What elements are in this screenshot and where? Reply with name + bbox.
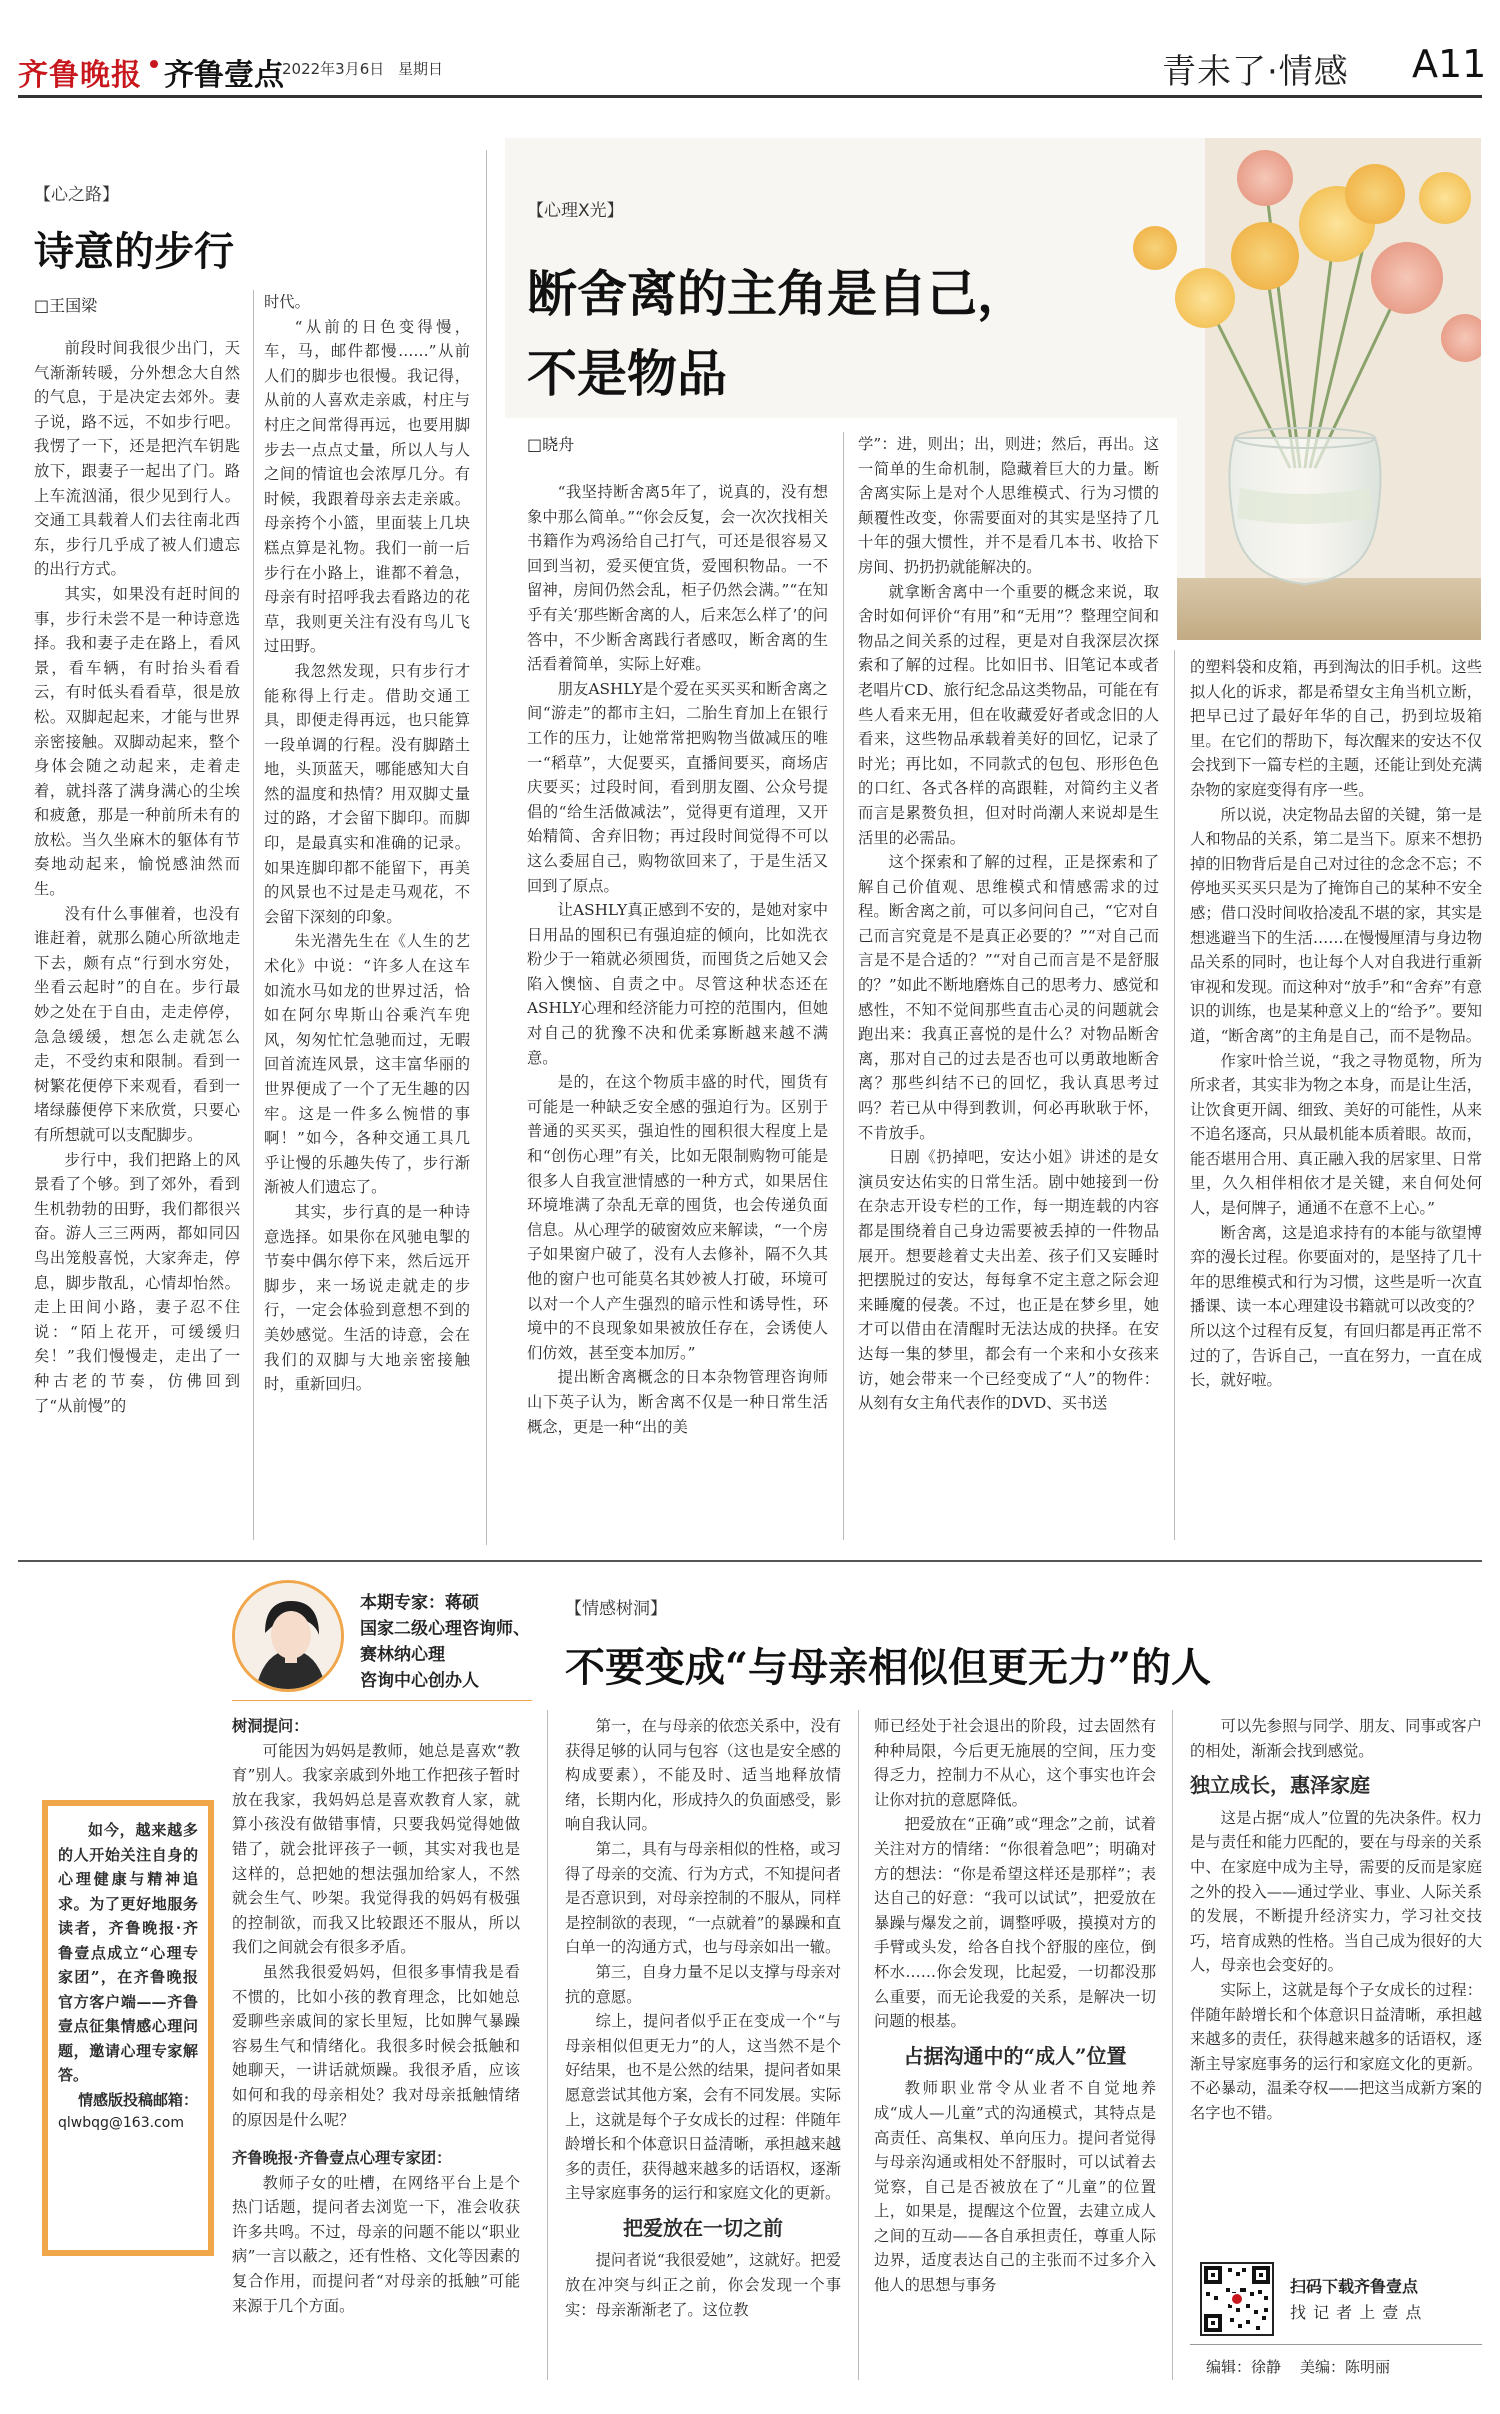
feature-title-line2: 不是物品 — [527, 344, 727, 403]
expert-title: 国家二级心理咨询师、赛林纳心理 — [360, 1619, 530, 1665]
brand-dot — [150, 60, 158, 68]
paragraph: 步行中，我们把路上的风景看了个够。到了郊外，看到生机勃勃的田野，我们都很兴奋。游人三三两两，都如同囚鸟出笼般喜悦，大家奔走，停息，脚步散乱，心情却怡然。走上田间小路，妻子忍不住说：“陌上花开，可缓缓归矣！”我们慢慢走，走出了一种古老的节奏，仿佛回到了“从前慢”的 — [34, 1150, 240, 1415]
paragraph: 第一，在与母亲的依恋关系中，没有获得足够的认同与包容（这也是安全感的构成要素），不能及时、适当地释放情绪，长期内化，形成持久的负面感受，影响自我认同。 — [565, 1717, 841, 1834]
paragraph: 没有什么事催着，也没有谁赶着，就那么随心所欲地走下去，颇有点“行到水穷处，坐看云起时”的自在。步行最妙之处在于自由，走走停停，急急缓缓，想怎么走就怎么走，不受约束和限制。看到一树繁花便停下来观看，看到一堵绿藤便停下来欣赏，只要心有所想就可以支配脚步。 — [34, 904, 240, 1144]
expert-avatar — [232, 1580, 344, 1692]
qr-code[interactable] — [1200, 2262, 1274, 2336]
paragraph: 这个探索和了解的过程，正是探索和了解自己价值观、思维模式和情感需求的过程。断舍离之前，可以多问问自己，“它对自己而言究竟是不是真正必要的？”“对自己而言是不是合适的？”“对自己而言是不是舒服的？”如此不断地磨炼自己的思考力、感觉和感性，不知不觉间那些直击心灵的问题就会跑出来：我真正喜悦的是什么？对物品断舍离，那对自己的过去是否也可以勇敢地断舍离？那些纠结不已的回忆，我认真思考过吗？若已从中得到教训，何必再耿耿于怀，不肯放手。 — [858, 853, 1159, 1142]
masthead-rule — [18, 95, 1482, 98]
notice-text: 如今，越来越多的人开始关注自身的心理健康与精神追求。为了更好地服务读者，齐鲁晚报·齐鲁壹点成立“心理专家团”，在齐鲁晚报官方客户端——齐鲁壹点征集情感心理问题，邀请心理专家解答。 — [58, 1821, 198, 2084]
feature-title-line1: 断舍离的主角是自己， — [527, 264, 1027, 323]
column-divider — [858, 1710, 859, 2380]
paragraph: 提问者说“我很爱她”，这就好。把爱放在冲突与纠正之前，你会发现一个事实：母亲渐渐老了。这位教 — [565, 2251, 841, 2319]
feature-title-block — [505, 186, 1027, 446]
expert-rule — [232, 1700, 532, 1701]
brand-logo: 齐鲁晚报 — [18, 58, 142, 93]
paragraph: “从前的日色变得慢，车，马，邮件都慢……”从前人们的脚步也很慢。我记得，从前的人喜欢走亲戚，村庄与村庄之间常得再远，也要用脚步去一点点丈量，所以人与人之间的情谊也会浓厚几分。有时候，我跟着母亲去走亲戚。母亲挎个小篮，里面装上几块糕点算是礼物。我们一前一后步行在小路上，谁都不着急，母亲有时招呼我去看路边的花草，我则更关注有没有鸟儿飞过田野。 — [264, 317, 470, 656]
page-number: A11 — [1412, 42, 1487, 86]
issue-weekday: 星期日 — [398, 60, 444, 78]
column-divider — [1174, 650, 1175, 1540]
qr-caption-line2: 找 记 者 上 壹 点 — [1290, 2303, 1423, 2322]
qr-caption — [1290, 2274, 1422, 2326]
paragraph: 断舍离，这是追求持有的本能与欲望博弈的漫长过程。你要面对的，是坚持了几十年的思维模式和行为习惯，这些是听一次直播课、读一本心理建设书籍就可以改变的？所以这个过程有反复，有回归都是再正常不过的了，告诉自己，一直在努力，一直在成长，就好啦。 — [1190, 1223, 1482, 1390]
subheading: 把爱放在一切之前 — [623, 2215, 783, 2240]
section-rule — [18, 1560, 1482, 1562]
paragraph: 综上，提问者似乎正在变成一个“与母亲相似但更无力”的人，这当然不是个好结果，也不是公然的结果，提问者如果愿意尝试其他方案，会有不同发展。实际上，这就是每个子女成长的过程：伴随年龄增长和个体意识日益清晰，承担越来越多的责任，获得越来越多的话语权，逐渐主导家庭事务的运行和家庭文化的更新。 — [565, 2012, 841, 2203]
notice-email[interactable]: qlwbqg@163.com — [58, 2115, 184, 2131]
left-article-title: 诗意的步行 — [34, 228, 234, 275]
column-divider — [1172, 1710, 1173, 2380]
footer-rule — [1190, 2344, 1482, 2345]
paragraph: 我忽然发现，只有步行才能称得上行走。借助交通工具，即便走得再远，也只能算一段单调的行程。没有脚踏土地，头顶蓝天，哪能感知大自然的温度和热情？用双脚丈量过的路，才会留下脚印。而脚印，是最真实和准确的记录。如果连脚印都不能留下，再美的风景也不过是走马观花，不会留下深刻的印象。 — [264, 661, 470, 926]
paragraph: 朱光潜先生在《人生的艺术化》中说：“许多人在这车如流水马如龙的世界过活，恰如在阿尔卑斯山谷乘汽车兜风，匆匆忙忙急驰而过，无暇回首流连风景，这丰富华丽的世界便成了一个了无生趣的囚牢。这是一件多么惋惜的事啊！”如今，各种交通工具几乎让慢的乐趣失传了，步行渐渐被人们遗忘了。 — [264, 932, 470, 1197]
paragraph: “我坚持断舍离5年了，说真的，没有想象中那么简单。”“你会反复，会一次次找相关书籍作为鸡汤给自己打气，可还是很容易又回到当初，爱买便宜货，爱囤积物品。一不留神，房间仍然会乱，柜子仍然会满。”“在知乎有关‘那些断舍离的人，后来怎么样了’的问答中，不少断舍离践行者感叹，断舍离的生活看着简单，实际上好难。 — [527, 483, 828, 674]
answer-label: 齐鲁晚报·齐鲁壹点心理专家团： — [232, 2149, 452, 2168]
treehole-col3 — [874, 1714, 1156, 2374]
column-divider — [253, 290, 254, 1540]
left-article-col1 — [34, 336, 240, 1546]
paragraph: 把爱放在“正确”或“理念”之前，试着关注对方的情绪：“你很着急吧”；明确对方的想法：“你是希望这样还是那样”；表达自己的好意：“我可以试试”，把爱放在暴躁与爆发之前，调整呼吸，摸摸对方的手臂或头发，给各自找个舒服的座位，倒杯水……你会发现，比起爱，一切都没那么重要，而无论我爱的关系，是解决一切问题的根基。 — [874, 1815, 1156, 2031]
paragraph: 前段时间我很少出门，天气渐渐转暖，分外想念大自然的气息，于是决定去郊外。妻子说，路不远，不如步行吧。我愣了一下，还是把汽车钥匙放下，跟妻子一起出了门。路上车流汹涌，很少见到行人。交通工具载着人们去往南北西东，步行几乎成了被人们遗忘的出行方式。 — [34, 339, 240, 579]
paragraph: 可以先参照与同学、朋友、同事或客户的相处，渐渐会找到感觉。 — [1190, 1717, 1482, 1760]
paragraph: 的塑料袋和皮箱，再到淘汰的旧手机。这些拟人化的诉求，都是希望女主角当机立断，把早已过了最好年华的自己，扔到垃圾箱里。在它们的帮助下，每次醒来的安达不仅会找到下一篇专栏的主题，还能让到处充满杂物的家庭变得有序一些。 — [1190, 658, 1482, 799]
left-article-kicker: 【心之路】 — [34, 185, 119, 205]
paragraph: 就拿断舍离中一个重要的概念来说，取舍时如何评价“有用”和“无用”？整理空间和物品之间关系的过程，更是对自我深层次探索和了解的过程。比如旧书、旧笔记本或者老唱片CD、旅行纪念品这类物品，可能在有些人看来无用，但在收藏爱好者或念旧的人看来，这些物品承载着美好的回忆，记录了时光；再比如，不同款式的包包、形形色色的口红、各式各样的高跟鞋，对简约主义者而言是累赘负担，但对时尚潮人来说却是生活里的必需品。 — [858, 582, 1159, 847]
paragraph: 其实，步行真的是一种诗意选择。如果你在风驰电掣的节奏中偶尔停下来，然后远开脚步，来一场说走就走的步行，一定会体验到意想不到的美妙感觉。生活的诗意，会在我们的双脚与大地亲密接触时，重新回归。 — [264, 1202, 470, 1394]
paragraph: 学”：进，则出；出，则进；然后，再出。这一简单的生命机制，隐藏着巨大的力量。断舍离实际上是对个人思维模式、行为习惯的颠覆性改变，你需要面对的其实是坚持了几十年的强大惯性，并不是看几本书、收拾下房间、扔扔扔就能解决的。 — [858, 435, 1159, 576]
section-divider — [486, 150, 487, 1545]
paragraph: 让ASHLY真正感到不安的，是她对家中日用品的囤积已有强迫症的倾向，比如洗衣粉少于一箱就必须囤货，而囤货之后她又会陷入懊恼、自责之中。尽管这种状态还在ASHLY心理和经济能力可控的范围内，但她对自己的犹豫不决和优柔寡断越来越不满意。 — [527, 901, 828, 1067]
column-divider — [547, 1710, 548, 2380]
editor-credit: 编辑：徐静 — [1206, 2358, 1282, 2376]
left-article-col2 — [264, 290, 470, 1546]
paragraph: 所以说，决定物品去留的关键，第一是人和物品的关系，第二是当下。原来不想扔掉的旧物背后是自己对过往的念念不忘；不停地买买买只是为了掩饰自己的某种不安全感；借口没时间收拾凌乱不堪的家，其实是想逃避当下的生活……在慢慢厘清与身边物品关系的同时，也让每个人对自我进行重新审视和发现。而这种对“放手”和“舍弃”有意识的训练，也是某种意义上的“给予”。要知道，“断舍离”的主角是自己，而不是物品。 — [1190, 805, 1482, 1045]
paragraph: 时代。 — [264, 293, 310, 311]
subheading: 独立成长，惠泽家庭 — [1190, 1773, 1370, 1798]
treehole-col4 — [1190, 1714, 1482, 2244]
paragraph: 其实，如果没有赶时间的事，步行未尝不是一种诗意选择。我和妻子走在路上，看风景，看车辆，有时抬头看看云，有时低头看看草，很是放松。双脚起起来，才能与世界亲密接触。双脚动起来，整个身体会随之动起来，走着走着，就抖落了满身满心的尘埃和疲惫，那是一种前所未有的放松。当久坐麻木的躯体有节奏地动起来，愉悦感油然而生。 — [34, 584, 240, 899]
treehole-kicker: 【情感树洞】 — [565, 1599, 667, 1619]
paragraph: 第三，自身力量不足以支撑与母亲对抗的意愿。 — [565, 1962, 841, 2006]
column-divider — [843, 432, 844, 1540]
section-title: 青未了·情感 — [1162, 52, 1349, 92]
paragraph: 虽然我很爱妈妈，但很多事情我是看不惯的，比如小孩的教育理念，比如她总爱聊些亲戚间的家长里短，比如脾气暴躁容易生气和情绪化。我很多时候会抵触和她聊天，一讲话就烦躁。我很矛盾，应该如何和我的母亲相处？我对母亲抵触情绪的原因是什么呢？ — [232, 1962, 520, 2129]
feature-kicker: 【心理X光】 — [527, 201, 624, 221]
expert-name: 本期专家：蒋硕 — [360, 1593, 479, 1613]
feature-col3 — [1190, 655, 1482, 1540]
paragraph: 作家叶恰兰说，“我之寻物觅物，所为所求者，其实非为物之本身，而是让生活，让饮食更开阔、细致、美好的可能性，从来不追名逐高，只从最机能本质着眼。故而，能否堪用合用、真正融入我的居家里、日常里，久久相伴相依才是关键，来自何处何人，是何牌子，通通不在意不上心。” — [1190, 1051, 1482, 1218]
paragraph: 师已经处于社会退出的阶段，过去固然有种种局限，今后更无施展的空间，压力变得乏力，控制力不从心，这个事实也许会让你对抗的意愿降低。 — [874, 1717, 1156, 1809]
issue-date: 2022年3月6日 — [282, 60, 385, 78]
subheading: 占据沟通中的“成人”位置 — [903, 2043, 1127, 2068]
paragraph: 提出断舍离概念的日本杂物管理咨询师山下英子认为，断舍离不仅是一种日常生活概念，更是一种“出的美 — [527, 1368, 828, 1436]
paragraph: 是的，在这个物质丰盛的时代，囤货有可能是一种缺乏安全感的强迫行为。区别于普通的买买买，强迫性的囤积很大程度上是和“创伤心理”有关，比如无限制购物可能是很多人自我宣泄情感的一种方式，如果居住环境堆满了杂乱无章的囤货，也会传递负面信息。从心理学的破窗效应来解读，“一个房子如果窗户破了，没有人去修补，隔不久其他的窗户也可能莫名其妙被人打破，环境可以对一个人产生强烈的暗示性和诱导性，环境中的不良现象如果被放任存在，会诱使人们仿效，甚至变本加厉。” — [527, 1073, 828, 1362]
paragraph: 教师子女的吐槽，在网络平台上是个热门话题，提问者去浏览一下，准会收获许多共鸣。不过，母亲的问题不能以“职业病”一言以蔽之，还有性格、文化等因素的复合作用，而提问者“对母亲的抵触”可能来源于几个方面。 — [232, 2173, 520, 2315]
brand-app-logo: 齐鲁壹点 — [164, 58, 284, 93]
paragraph: 朋友ASHLY是个爱在买买买和断舍离之间“游走”的都市主妇，二胎生育加上在银行工作的压力，让她常常把购物当做减压的唯一“稻草”，大促要买，直播间要买，商场店庆要买；过段时间，看到朋友圈、公众号提倡的“给生活做减法”，觉得更有道理，又开始精简、舍弃旧物；再过段时间觉得不可以这么委屈自己，购物欲回来了，于是生活又回到了原点。 — [527, 679, 828, 895]
paragraph: 这是占据“成人”位置的先决条件。权力是与责任和能力匹配的，要在与母亲的关系中、在家庭中成为主导，需要的反而是家庭之外的投入——通过学业、事业、人际关系的发展，不断提升经济实力，学习社交技巧，培育成熟的性格。当自己成为很好的大人，母亲也会变好的。 — [1190, 1808, 1482, 1975]
notice-box — [42, 1800, 214, 2256]
paragraph: 第二，具有与母亲相似的性格，或习得了母亲的交流、行为方式，不知提问者是否意识到，对母亲控制的不服从，同样是控制欲的表现，“一点就着”的暴躁和直白单一的沟通方式，也与母亲如出一辙。 — [565, 1839, 841, 1957]
qr-caption-line1: 扫码下载齐鲁壹点 — [1290, 2277, 1419, 2296]
left-article-author: □王国梁 — [34, 296, 98, 315]
question-label: 树洞提问： — [232, 1717, 309, 1735]
feature-col2 — [858, 432, 1159, 1540]
paragraph: 可能因为妈妈是教师，她总是喜欢“教育”别人。我家亲戚到外地工作把孩子暂时放在我家，我妈妈总是喜欢教育人家，就算小孩没有做错事情，只要我妈觉得她做错了，就会批评孩子一顿，其实对我也是这样的，总把她的想法强加给家人，不然就会生气、吵架。我觉得我的妈妈有极强的控制欲，而我又比较跟还不服从，所以我们之间就会有很多矛盾。 — [232, 1741, 520, 1957]
paragraph: 教师职业常令从业者不自觉地养成“成人—儿童”式的沟通模式，其特点是高责任、高集权、单向压力。提问者觉得与母亲沟通或相处不舒服时，可以试着去觉察，自己是否被放在了“儿童”的位置上，如果是，提醒这个位置，去建立成人之间的互动——各自承担责任，尊重人际边界，适度表达自己的主张而不过多介入他人的思想与事务 — [874, 2079, 1156, 2295]
treehole-col2 — [565, 1714, 841, 2374]
expert-info — [360, 1590, 530, 1694]
feature-author: □晓舟 — [527, 435, 575, 454]
masthead — [0, 0, 1500, 93]
expert-org: 咨询中心创办人 — [360, 1671, 479, 1691]
treehole-col1 — [232, 1714, 520, 2374]
treehole-title: 不要变成“与母亲相似但更无力”的人 — [565, 1644, 1212, 1691]
paragraph: 实际上，这就是每个子女成长的过程：伴随年龄增长和个体意识日益清晰，承担越来越多的责任，获得越来越多的话语权，逐渐主导家庭事务的运行和家庭文化的更新。不必暴动，温柔夺权——把这当成新方案的名字也不错。 — [1190, 1980, 1482, 2122]
feature-col1 — [527, 480, 828, 1540]
paragraph: 日剧《扔掉吧，安达小姐》讲述的是女演员安达佑实的日常生活。剧中她接到一份在杂志开设专栏的工作，每一期连载的内容都是围绕着自己身边需要被丢掉的一件物品展开。想要趁着丈夫出差、孩子们又妄睡时把摆脱过的安达，每每拿不定主意之际会迎来睡魔的侵袭。不过，也正是在梦乡里，她才可以借由在清醒时无法达成的抉择。在安达每一集的梦里，都会有一个来和小女孩来访，她会带来一个已经变成了“人”的物件：从刻有女主角代表作的DVD、买书送 — [858, 1148, 1159, 1413]
notice-contact-label: 情感版投稿邮箱： — [77, 2090, 198, 2109]
designer-credit: 美编：陈明丽 — [1300, 2358, 1391, 2376]
